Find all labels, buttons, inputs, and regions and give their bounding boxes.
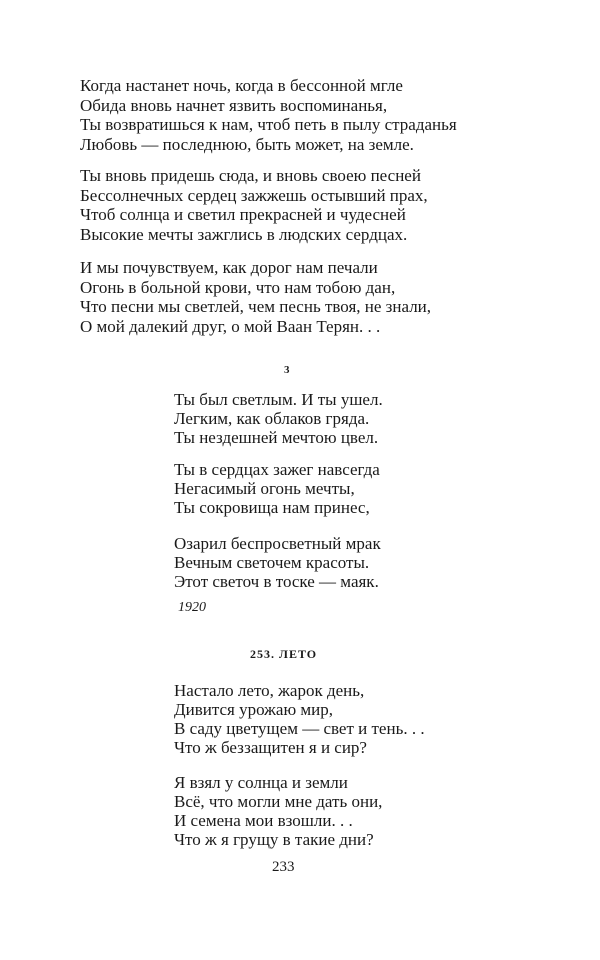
poem-line: Ты в сердцах зажег навсегда [174,460,380,479]
stanza-3 [80,258,431,336]
poem-line: Дивится урожаю мир, [174,700,333,719]
poem-line: Обида вновь начнет язвить воспоминанья, [80,95,388,115]
poem-line: И семена мои взошли. . . [174,811,353,830]
poem-line: Ты возвратишься к нам, чтоб петь в пылу страданья [80,115,457,134]
poem-line: Бессолнечных сердец зажжешь остывший прах, [80,185,428,205]
poem-line: Ты сокровища нам принес, [174,498,370,517]
poem-line: Что ж беззащитен я и сир? [174,738,367,757]
poem-line: И мы почувствуем, как дорог нам печали [80,258,378,277]
poem-line: О мой далекий друг, о мой Ваан Терян. . . [80,316,381,336]
poem-date: 1920 [178,600,206,615]
poem-line: Ты вновь придешь сюда, и вновь своею песней [80,166,421,185]
poem-line: Я взял у солнца и земли [174,773,348,792]
poem-line: Что песни мы светлей, чем песнь твоя, не знали, [80,297,432,316]
stanza-2 [80,166,428,244]
stanza-4 [174,390,383,447]
poem-line: Огонь в больной крови, что нам тобою дан, [80,277,396,297]
poem-line: Ты был светлым. И ты ушел. [174,390,383,409]
stanza-6 [174,534,381,591]
stanza-1 [80,76,457,154]
stanza-8 [174,773,382,849]
poem-line: В саду цветущем — свет и тень. . . [174,719,425,738]
poem-line: Чтоб солнца и светил прекрасней и чудесней [80,205,406,224]
stanza-7 [174,681,425,757]
poem-line: Высокие мечты зажглись в людских сердцах. [80,224,408,244]
poem-line: Когда настанет ночь, когда в бессонной мгле [80,76,403,95]
poem-line: Настало лето, жарок день, [174,681,365,700]
poem-line: Любовь — последнюю, быть может, на земле. [80,134,414,154]
poem-line: Негасимый огонь мечты, [174,479,355,498]
stanza-5 [174,460,380,517]
poem-line: Этот светоч в тоске — маяк. [174,572,379,591]
poem-heading: 253. ЛЕТО [250,647,318,661]
poem-line: Легким, как облаков гряда. [174,409,370,428]
poem-line: Вечным светочем красоты. [174,553,370,572]
page-number: 233 [272,859,295,875]
poem-line: Озарил беспросветный мрак [174,534,381,553]
poem-line: Ты нездешней мечтою цвел. [174,428,379,447]
section-number: 3 [284,364,290,376]
poem-line: Что ж я грущу в такие дни? [174,830,374,849]
poem-line: Всё, что могли мне дать они, [174,792,383,811]
